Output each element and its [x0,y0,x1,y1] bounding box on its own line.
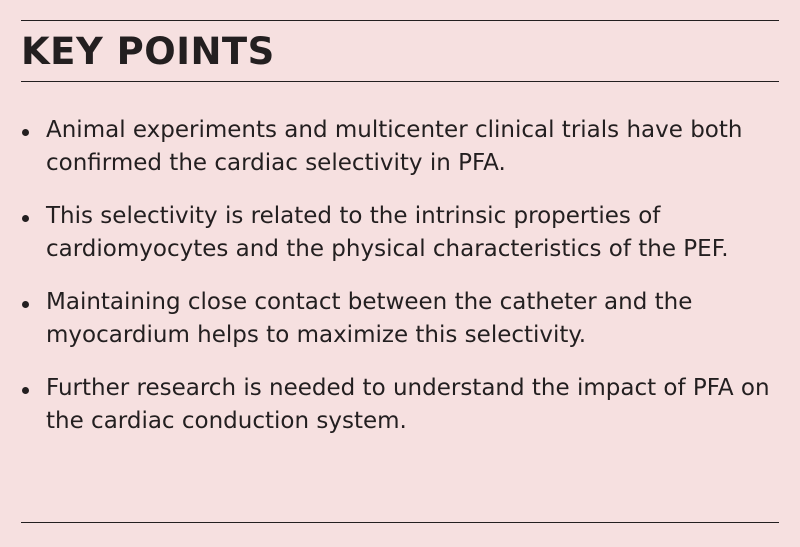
key-point-text: This selectivity is related to the intrinsic properties of cardiomyocytes and the physical characteristics of the PEF. [46,203,729,262]
bottom-rule [21,522,779,523]
key-point-text: Further research is needed to understand the impact of PFA on the cardiac conduction system. [46,375,770,434]
bullet-icon [22,387,29,394]
top-rule [21,20,779,21]
key-point-item [21,114,781,180]
key-point-text: Maintaining close contact between the catheter and the myocardium helps to maximize this selectivity. [46,289,693,348]
heading-rule [21,81,779,82]
key-point-text: Animal experiments and multicenter clinical trials have both confirmed the cardiac selectivity in PFA. [46,117,743,176]
key-point-item [21,372,781,438]
key-points-list [21,114,781,438]
key-point-item [21,286,781,352]
bullet-icon [22,129,29,136]
key-point-item [21,200,781,266]
key-points-heading: KEY POINTS [21,30,275,73]
bullet-icon [22,215,29,222]
bullet-icon [22,301,29,308]
